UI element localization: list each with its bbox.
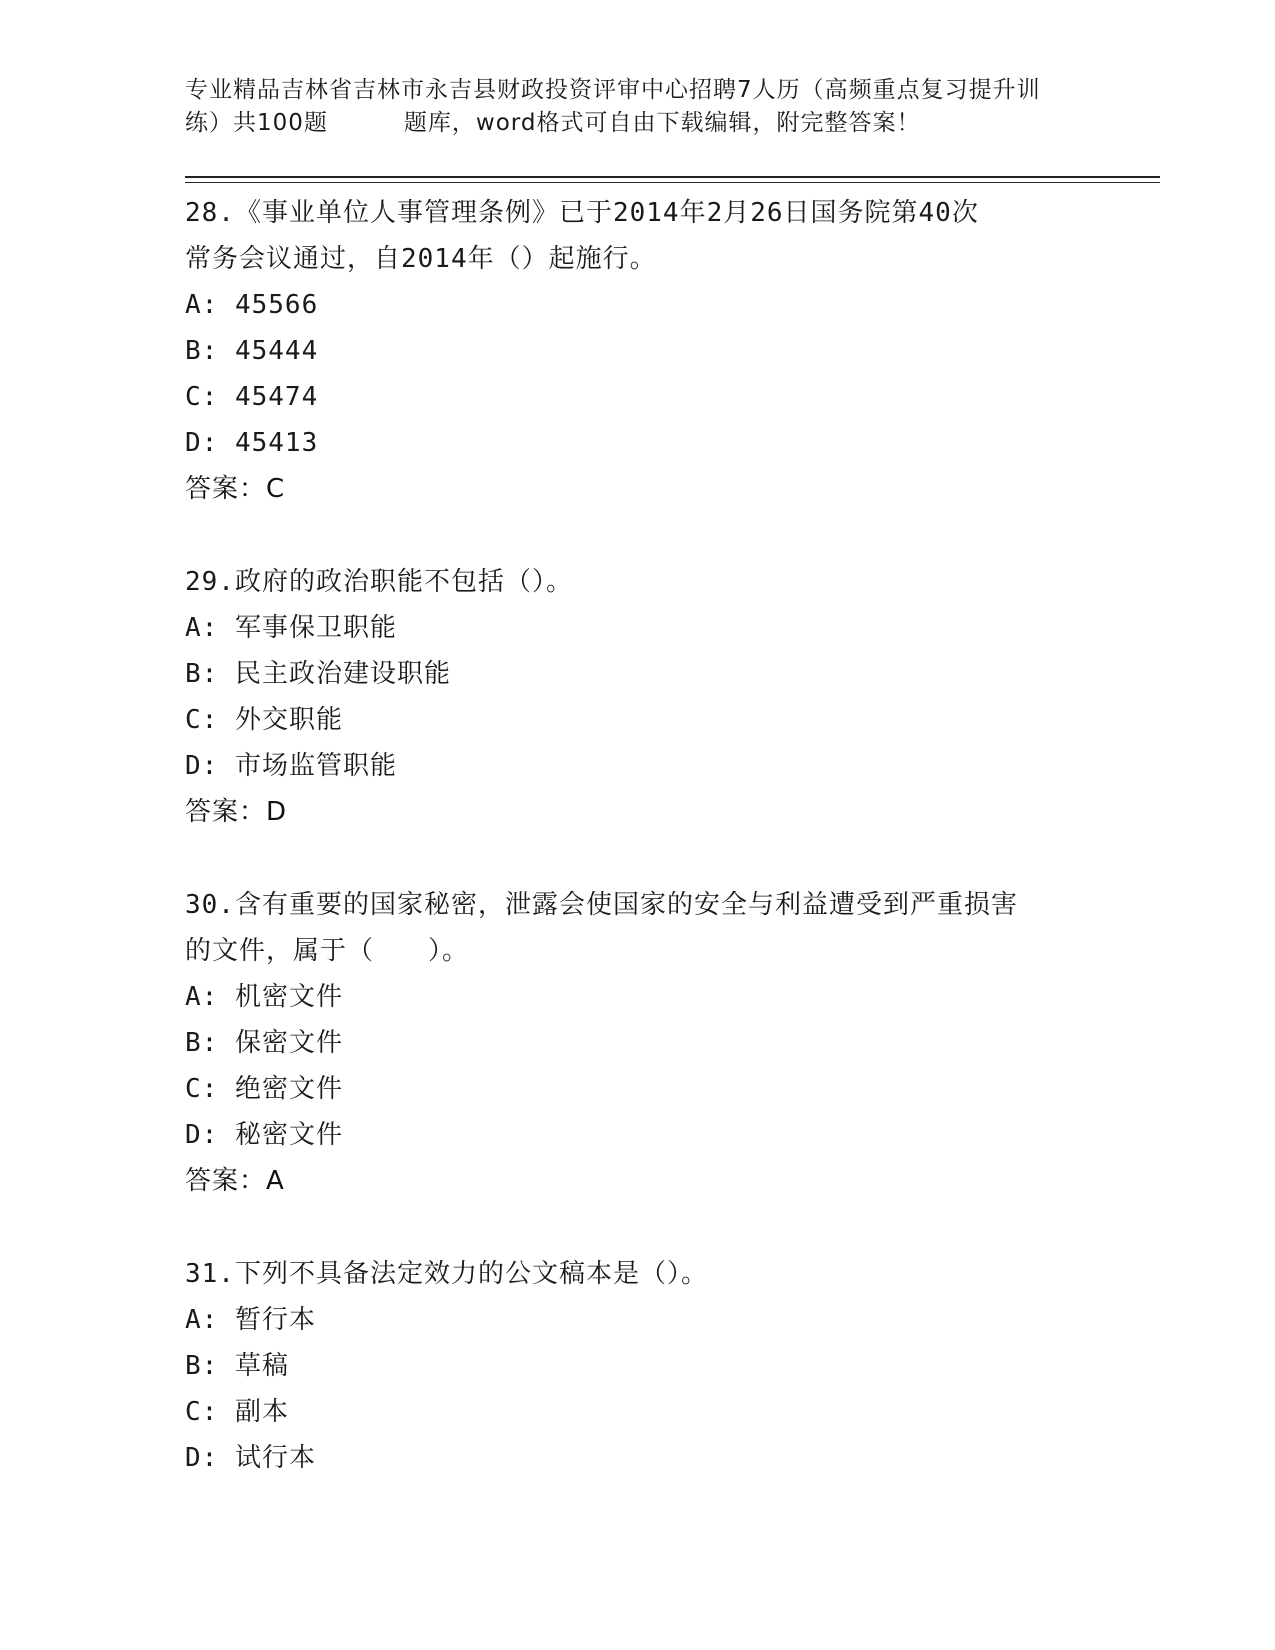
option-b [185, 328, 1085, 374]
option-text: 暂行本 [234, 1305, 316, 1335]
option-label: B: [185, 336, 219, 366]
option-text: 试行本 [234, 1443, 316, 1473]
option-c [185, 1066, 1085, 1112]
option-label: B: [185, 1351, 219, 1381]
option-label: D: [185, 1443, 219, 1473]
header-line-2-part-a: 练）共100题 [185, 110, 328, 136]
question-stem-line: 30.含有重要的国家秘密，泄露会使国家的安全与利益遭受到严重损害 [185, 890, 1018, 920]
answer-line: 答案：C [185, 474, 286, 504]
option-label: D: [185, 428, 219, 458]
option-label: C: [185, 1397, 219, 1427]
option-label: A: [185, 613, 219, 643]
question-28 [185, 190, 1085, 512]
option-text: 草稿 [234, 1351, 289, 1381]
header-line-2 [185, 107, 1085, 140]
option-text: 外交职能 [234, 705, 343, 735]
option-a [185, 1297, 1085, 1343]
option-b [185, 651, 1085, 697]
question-stem-line: 的文件，属于（ ）。 [185, 936, 470, 966]
option-c [185, 1389, 1085, 1435]
option-d [185, 743, 1085, 789]
option-b [185, 1020, 1085, 1066]
option-a [185, 974, 1085, 1020]
option-d [185, 1112, 1085, 1158]
option-text: 机密文件 [234, 982, 343, 1012]
option-text: 秘密文件 [234, 1120, 343, 1150]
option-c [185, 697, 1085, 743]
option-text: 军事保卫职能 [234, 613, 397, 643]
option-label: C: [185, 1074, 219, 1104]
option-a [185, 282, 1085, 328]
option-text: 45413 [234, 428, 319, 458]
option-c [185, 374, 1085, 420]
question-stem-line: 31.下列不具备法定效力的公文稿本是（）。 [185, 1259, 708, 1289]
question-spacer [185, 1204, 1085, 1251]
question-stem-line: 29.政府的政治职能不包括（）。 [185, 567, 573, 597]
answer-line: 答案：A [185, 1166, 285, 1196]
question-29 [185, 559, 1085, 835]
option-a [185, 605, 1085, 651]
question-31 [185, 1251, 1085, 1481]
option-text: 45474 [234, 382, 319, 412]
option-label: D: [185, 1120, 219, 1150]
answer-line: 答案：D [185, 797, 288, 827]
option-d [185, 1435, 1085, 1481]
document-header [185, 74, 1085, 140]
option-d [185, 420, 1085, 466]
header-line-2-part-b: 题库，word格式可自由下载编辑，附完整答案！ [403, 110, 921, 136]
option-label: D: [185, 751, 219, 781]
question-30 [185, 882, 1085, 1204]
option-b [185, 1343, 1085, 1389]
option-label: C: [185, 382, 219, 412]
option-label: A: [185, 290, 219, 320]
header-divider-thick [185, 176, 1160, 178]
option-label: B: [185, 659, 219, 689]
option-text: 绝密文件 [234, 1074, 343, 1104]
question-stem-line: 28.《事业单位人事管理条例》已于2014年2月26日国务院第40次 [185, 198, 979, 228]
option-text: 45566 [234, 290, 319, 320]
option-text: 保密文件 [234, 1028, 343, 1058]
option-label: A: [185, 982, 219, 1012]
option-label: C: [185, 705, 219, 735]
option-label: A: [185, 1305, 219, 1335]
option-text: 副本 [234, 1397, 289, 1427]
question-list [185, 190, 1085, 1481]
option-text: 市场监管职能 [234, 751, 397, 781]
question-spacer [185, 835, 1085, 882]
option-text: 45444 [234, 336, 319, 366]
option-text: 民主政治建设职能 [234, 659, 451, 689]
option-label: B: [185, 1028, 219, 1058]
question-stem-line: 常务会议通过，自2014年（）起施行。 [185, 244, 657, 274]
question-spacer [185, 512, 1085, 559]
header-divider-thin [185, 182, 1160, 183]
header-line-1: 专业精品吉林省吉林市永吉县财政投资评审中心招聘7人历（高频重点复习提升训 [185, 77, 1041, 103]
